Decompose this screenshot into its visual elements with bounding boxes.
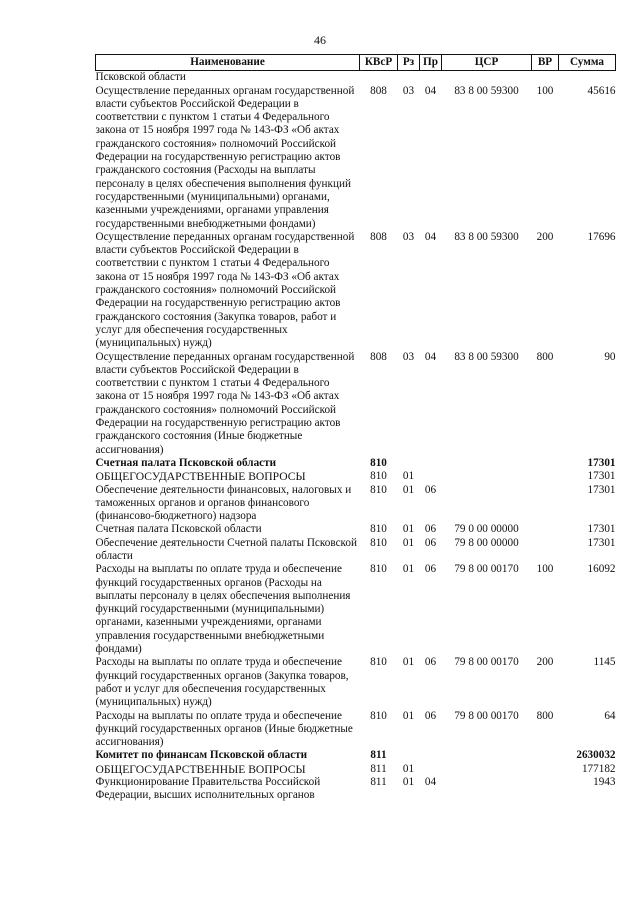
- row-vr-cell: [532, 470, 559, 483]
- header-name: Наименование: [96, 55, 360, 71]
- page-number: 46: [314, 33, 326, 47]
- row-kvsr-cell: 810: [370, 656, 387, 669]
- table-row: [96, 763, 616, 776]
- row-vr-cell: [532, 484, 559, 524]
- row-pr-cell: [420, 457, 442, 470]
- table-row: [96, 484, 616, 524]
- row-kvsr-cell: 811: [370, 749, 387, 762]
- row-name-cell: Комитет по финансам Псковской области: [95, 749, 308, 762]
- row-rz-cell: 03: [402, 230, 415, 243]
- row-summa-cell: 17301: [587, 483, 616, 496]
- row-name-cell: Счетная палата Псковской области: [95, 523, 262, 536]
- table-row: [96, 470, 616, 483]
- row-csr-cell: [442, 71, 532, 85]
- row-csr-cell: 79 8 00 00170: [454, 709, 519, 722]
- row-kvsr-cell: 810: [370, 483, 387, 496]
- row-pr-cell: 04: [424, 776, 437, 789]
- table-row: [96, 85, 616, 231]
- row-kvsr-cell: 810: [370, 456, 387, 469]
- header-rz: Рз: [398, 55, 420, 71]
- row-kvsr-cell: 811: [370, 762, 387, 775]
- row-name-cell: Обеспечение деятельности финансовых, налоговых и таможенных органов и органов финансового (финансово-бюджетного) надзора: [95, 483, 352, 523]
- row-kvsr-cell: 808: [370, 230, 387, 243]
- budget-table: [95, 54, 616, 803]
- row-rz-cell: [398, 71, 420, 85]
- row-kvsr-cell: 810: [370, 709, 387, 722]
- row-rz-cell: 01: [402, 656, 415, 669]
- row-csr-cell: [442, 484, 532, 524]
- row-kvsr-cell: 810: [370, 536, 387, 549]
- row-summa-cell: 17301: [587, 536, 616, 549]
- row-csr-cell: 83 8 00 59300: [454, 230, 519, 243]
- row-pr-cell: [420, 470, 442, 483]
- row-summa-cell: 17696: [587, 230, 616, 243]
- row-vr-cell: [532, 71, 559, 85]
- row-name-cell: Функционирование Правительства Российской Федерации, высших исполнительных органов: [95, 776, 321, 802]
- table-row: [96, 231, 616, 351]
- table-row: [96, 656, 616, 709]
- row-csr-cell: [442, 470, 532, 483]
- header-vr: ВР: [532, 55, 559, 71]
- row-name-cell: ОБЩЕГОСУДАРСТВЕННЫЕ ВОПРОСЫ: [95, 470, 306, 484]
- table-row: [96, 457, 616, 470]
- row-pr-cell: [420, 71, 442, 85]
- row-csr-cell: [442, 457, 532, 470]
- row-name-cell: Псковской области: [95, 71, 186, 84]
- row-vr-cell: 100: [536, 84, 554, 97]
- row-vr-cell: [532, 523, 559, 536]
- row-kvsr-cell: 808: [370, 84, 387, 97]
- row-rz-cell: 01: [402, 776, 415, 789]
- header-kvsr: КВсР: [360, 55, 398, 71]
- row-name-cell: Осуществление переданных органам государственной власти субъектов Российской Федерации в соответствии с пунктом 1 статьи 4 Федерального закона от 15 ноября 1997 года № 143-ФЗ «Об актах гражданского состояния» полномочий Российской Федерации на государственную регистрацию актов гражданского состояния (Расходы на выплаты персоналу в целях обеспечения выполнения функций государственными (муниципальными) органами, казенными учреждениями, органами управления государственными внебюджетными фондами): [95, 84, 355, 230]
- row-csr-cell: [442, 763, 532, 776]
- row-csr-cell: [442, 776, 532, 803]
- row-summa-cell: 2630032: [576, 749, 616, 762]
- table-row: [96, 71, 616, 85]
- row-rz-cell: 01: [402, 470, 415, 483]
- row-csr-cell: [442, 749, 532, 762]
- row-summa-cell: 177182: [581, 762, 616, 775]
- row-rz-cell: 01: [402, 563, 415, 576]
- row-vr-cell: [532, 537, 559, 564]
- row-name-cell: Расходы на выплаты по оплате труда и обеспечение функций государственных органов (Иные бюджетные ассигнования): [95, 709, 353, 749]
- row-summa-cell: 16092: [587, 563, 616, 576]
- row-vr-cell: 800: [536, 709, 554, 722]
- row-vr-cell: [532, 763, 559, 776]
- row-vr-cell: 100: [536, 563, 554, 576]
- row-name-cell: Расходы на выплаты по оплате труда и обеспечение функций государственных органов (Расходы на выплаты персоналу в целях обеспечения выполнения функций государственными (муниципальными) органами, казенными учреждениями, органами управления государственными внебюджетными фондами): [95, 563, 351, 656]
- row-pr-cell: [420, 749, 442, 762]
- row-summa-cell: 17301: [587, 470, 616, 483]
- row-vr-cell: 200: [536, 656, 554, 669]
- table-row: [96, 710, 616, 750]
- row-pr-cell: 06: [424, 523, 437, 536]
- row-csr-cell: 79 8 00 00170: [454, 656, 519, 669]
- row-vr-cell: 200: [536, 230, 554, 243]
- row-summa-cell: 64: [604, 709, 616, 722]
- row-rz-cell: [398, 749, 420, 762]
- row-csr-cell: 79 0 00 00000: [454, 523, 519, 536]
- row-rz-cell: 01: [402, 536, 415, 549]
- row-pr-cell: [420, 763, 442, 776]
- table-row: [96, 351, 616, 457]
- table-row: [96, 749, 616, 762]
- row-name-cell: Расходы на выплаты по оплате труда и обеспечение функций государственных органов (Закупка товаров, работ и услуг для обеспечения государственных (муниципальных) нужд): [95, 656, 349, 709]
- header-summa: Сумма: [559, 55, 616, 71]
- row-pr-cell: 06: [424, 536, 437, 549]
- row-kvsr-cell: 811: [370, 776, 387, 789]
- table-row: [96, 563, 616, 656]
- row-rz-cell: 03: [402, 350, 415, 363]
- row-rz-cell: 01: [402, 762, 415, 775]
- table-header-row: [96, 55, 616, 71]
- row-pr-cell: 04: [424, 230, 437, 243]
- row-name-cell: Счетная палата Псковской области: [95, 456, 277, 469]
- table-row: [96, 537, 616, 564]
- table-body: [96, 71, 616, 803]
- row-pr-cell: 06: [424, 656, 437, 669]
- row-pr-cell: 06: [424, 483, 437, 496]
- row-rz-cell: 03: [402, 84, 415, 97]
- row-pr-cell: 06: [424, 563, 437, 576]
- row-name-cell: Осуществление переданных органам государственной власти субъектов Российской Федерации в соответствии с пунктом 1 статьи 4 Федерального закона от 15 ноября 1997 года № 143-ФЗ «Об актах гражданского состояния» полномочий Российской Федерации на государственную регистрацию актов гражданского состояния (Закупка товаров, работ и услуг для обеспечения государственных (муниципальных) нужд): [95, 230, 355, 350]
- row-kvsr-cell: 810: [370, 470, 387, 483]
- row-vr-cell: 800: [536, 350, 554, 363]
- row-rz-cell: 01: [402, 483, 415, 496]
- row-pr-cell: 04: [424, 350, 437, 363]
- row-summa-cell: 1943: [593, 776, 616, 789]
- row-vr-cell: [532, 749, 559, 762]
- table-row: [96, 776, 616, 803]
- row-pr-cell: 04: [424, 84, 437, 97]
- row-rz-cell: [398, 457, 420, 470]
- row-kvsr-cell: [360, 71, 398, 85]
- header-csr: ЦСР: [442, 55, 532, 71]
- row-summa-cell: 1145: [593, 656, 616, 669]
- row-rz-cell: 01: [402, 709, 415, 722]
- row-summa-cell: 90: [604, 350, 616, 363]
- row-pr-cell: 06: [424, 709, 437, 722]
- row-summa-cell: [559, 71, 616, 85]
- row-summa-cell: 17301: [587, 523, 616, 536]
- row-name-cell: Обеспечение деятельности Счетной палаты Псковской области: [95, 536, 357, 562]
- row-name-cell: ОБЩЕГОСУДАРСТВЕННЫЕ ВОПРОСЫ: [95, 762, 306, 776]
- row-kvsr-cell: 808: [370, 350, 387, 363]
- row-name-cell: Осуществление переданных органам государственной власти субъектов Российской Федерации в соответствии с пунктом 1 статьи 4 Федерального закона от 15 ноября 1997 года № 143-ФЗ «Об актах гражданского состояния» полномочий Российской Федерации на государственную регистрацию актов гражданского состояния (Иные бюджетные ассигнования): [95, 350, 355, 456]
- row-rz-cell: 01: [402, 523, 415, 536]
- row-vr-cell: [532, 457, 559, 470]
- row-summa-cell: 45616: [587, 84, 616, 97]
- row-kvsr-cell: 810: [370, 563, 387, 576]
- header-pr: Пр: [420, 55, 442, 71]
- row-csr-cell: 83 8 00 59300: [454, 350, 519, 363]
- row-kvsr-cell: 810: [370, 523, 387, 536]
- row-summa-cell: 17301: [587, 456, 616, 469]
- row-csr-cell: 79 8 00 00000: [454, 536, 519, 549]
- row-csr-cell: 83 8 00 59300: [454, 84, 519, 97]
- table-row: [96, 523, 616, 536]
- row-csr-cell: 79 8 00 00170: [454, 563, 519, 576]
- row-vr-cell: [532, 776, 559, 803]
